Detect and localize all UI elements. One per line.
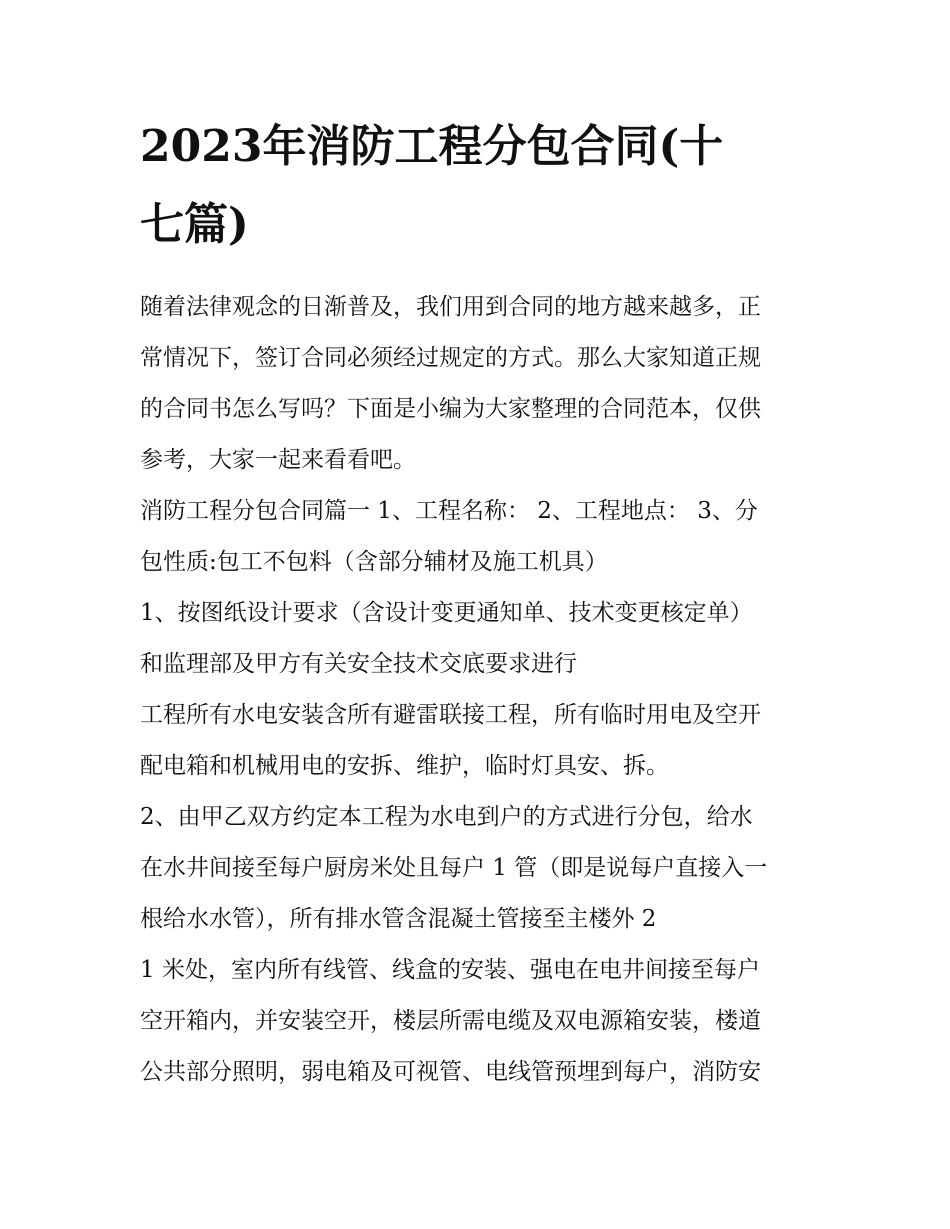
body-line: 2、由甲乙双方约定本工程为水电到户的方式进行分包，给水 — [140, 804, 753, 830]
body-line: 在水井间接至每户厨房米处且每户 1 管（即是说每户直接入一 — [140, 855, 768, 881]
document-body — [140, 282, 820, 1098]
body-line: 公共部分照明，弱电箱及可视管、电线管预埋到每户，消防安 — [140, 1059, 761, 1085]
document-page — [140, 108, 820, 1098]
body-line: 空开箱内，并安装空开，楼层所需电缆及双电源箱安装，楼道 — [140, 1008, 761, 1034]
body-line: 和监理部及甲方有关安全技术交底要求进行 — [140, 651, 577, 677]
body-line: 消防工程分包合同篇一 1、工程名称： 2、工程地点： 3、分 — [140, 498, 758, 524]
body-line: 随着法律观念的日渐普及，我们用到合同的地方越来越多，正 — [140, 294, 761, 320]
body-line: 包性质:包工不包料（含部分辅材及施工机具） — [140, 549, 608, 575]
body-line: 工程所有水电安装含所有避雷联接工程，所有临时用电及空开 — [140, 702, 761, 728]
body-line: 配电箱和机械用电的安拆、维护，临时灯具安、拆。 — [140, 753, 669, 779]
body-line: 的合同书怎么写吗？下面是小编为大家整理的合同范本，仅供 — [140, 396, 761, 422]
body-line: 常情况下，签订合同必须经过规定的方式。那么大家知道正规 — [140, 345, 761, 371]
title-line: 2023年消防工程分包合同(十 — [140, 121, 724, 172]
document-title — [140, 108, 820, 264]
body-line: 根给水水管），所有排水管含混凝土管接至主楼外 2 — [140, 906, 657, 932]
body-line: 参考，大家一起来看看吧。 — [140, 447, 416, 473]
title-line: 七篇) — [140, 199, 249, 250]
body-line: 1 米处，室内所有线管、线盒的安装、强电在电井间接至每户 — [140, 957, 760, 983]
body-line: 1、按图纸设计要求（含设计变更通知单、技术变更核定单） — [140, 600, 753, 626]
